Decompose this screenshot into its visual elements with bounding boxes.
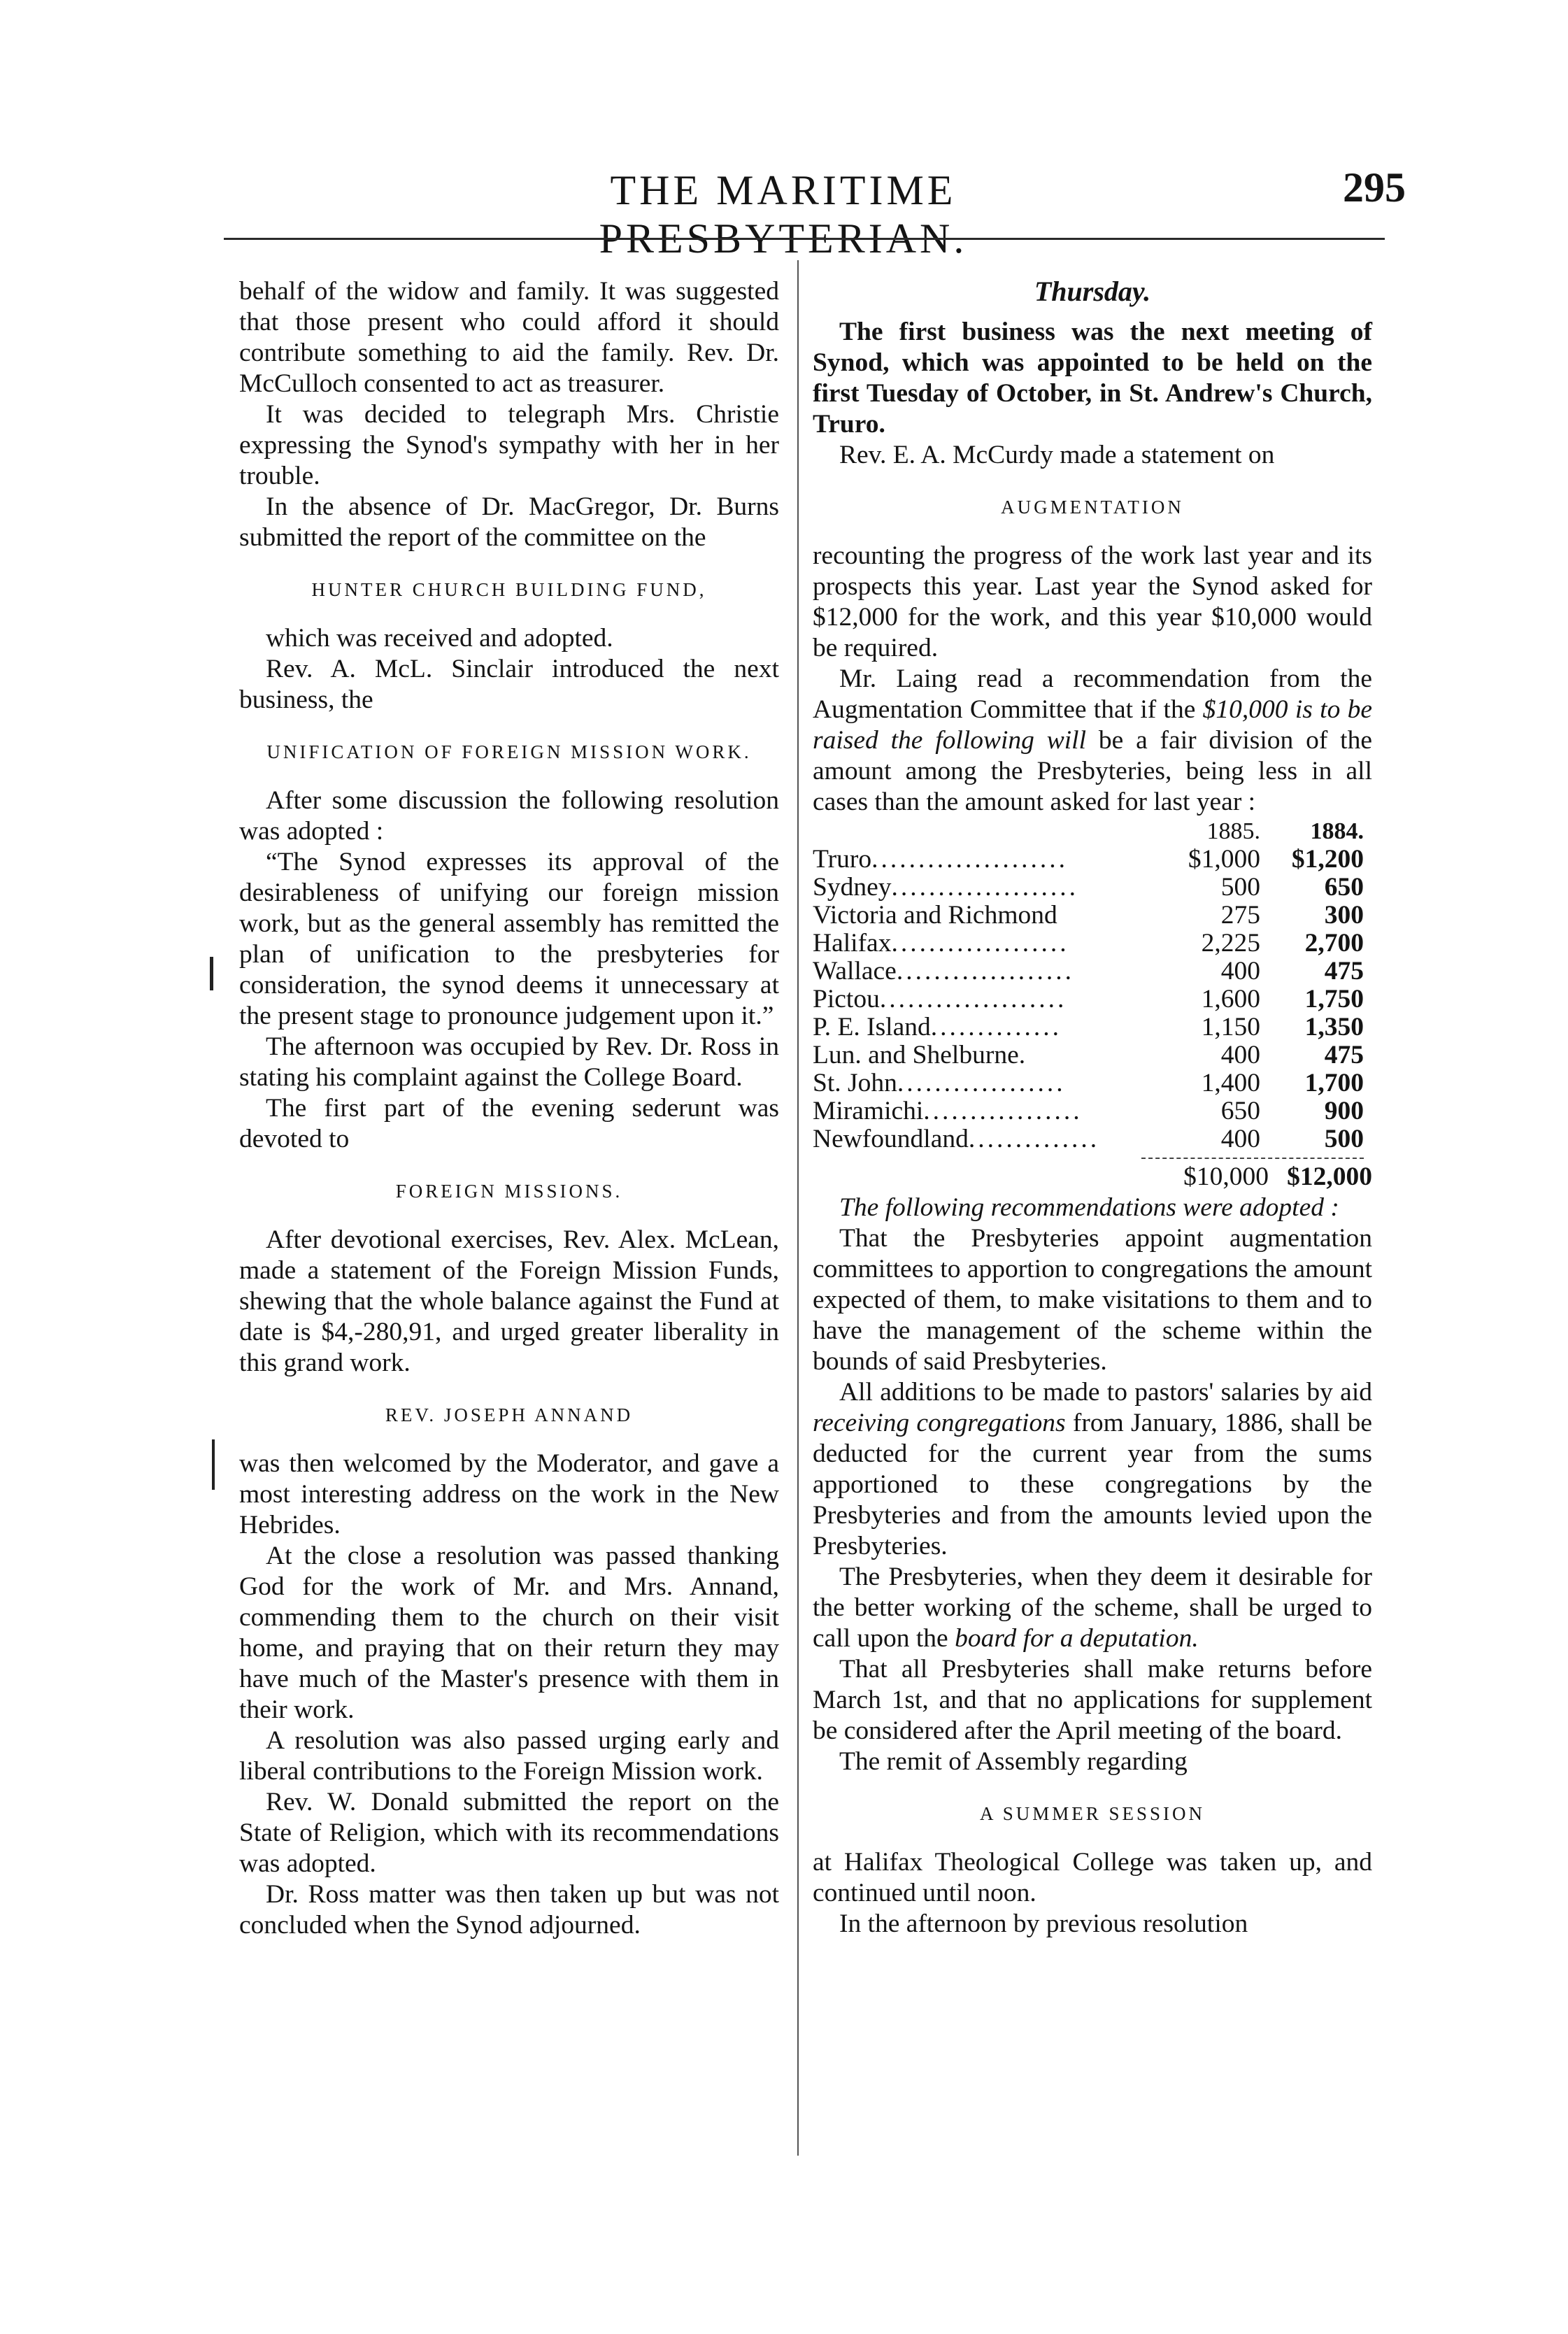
table-body <box>813 846 1364 1153</box>
paragraph <box>813 664 1372 818</box>
paragraph: At the close a resolution was passed thanking God for the work of Mr. and Mrs. Annand, commending them to the church on their visit home, and praying that on their return they may have much of the Master's presence with them in their work. <box>239 1542 779 1724</box>
page-number: 295 <box>1343 164 1406 211</box>
leader-dots: .............. <box>968 1125 1100 1153</box>
paragraph: recounting the progress of the work last year and its prospects this year. Last year the Synod asked for $12,000 for the work, and this year $10,000 would be required. <box>813 541 1372 662</box>
paragraph: at Halifax Theological College was taken up, and continued until noon. <box>813 1848 1372 1907</box>
table-cell-1884: 1,700 <box>1304 1069 1364 1097</box>
paragraph: A resolution was also passed urging early and liberal contributions to the Foreign Mission work. <box>239 1726 779 1786</box>
table-cell-presbytery: P. E. Island.............. <box>813 1013 1062 1041</box>
table-cell-1885: 500 <box>1220 873 1260 902</box>
section-heading: AUGMENTATION <box>1001 497 1184 518</box>
paragraph: Rev. W. Donald submitted the report on the State of Religion, which with its recommendations was adopted. <box>239 1788 779 1878</box>
table-cell-1885: 1,400 <box>1201 1069 1260 1097</box>
paragraph: In the absence of Dr. MacGregor, Dr. Burns submitted the report of the committee on the <box>239 492 779 552</box>
paragraph <box>813 1562 1372 1654</box>
paragraph: After devotional exercises, Rev. Alex. McLean, made a statement of the Foreign Mission Funds, shewing that the whole balance against the Fund at date is $4,-280,91, and urged greater liberality in this grand work. <box>239 1225 779 1377</box>
resolution-quote: “The Synod expresses its approval of the desirableness of unifying our foreign mission work, but as the general assembly has remitted the plan of unification to the presbyteries for consideration, the synod deems it unnecessary at the present stage to pronounce judgement upon it.” <box>239 848 779 1030</box>
table-cell-presbytery: Wallace................... <box>813 958 1074 985</box>
leader-dots: ..................... <box>871 846 1068 874</box>
table-row <box>813 985 1364 1013</box>
table-cell-1884: 475 <box>1324 957 1364 985</box>
table-cell-presbytery: Pictou.................... <box>813 985 1067 1013</box>
table-row <box>813 1125 1364 1153</box>
paragraph: Rev. A. McL. Sinclair introduced the next business, the <box>239 655 779 714</box>
leader-dots: .............. <box>930 1013 1062 1041</box>
table-cell-1884: 900 <box>1324 1097 1364 1125</box>
paragraph: That all Presbyteries shall make returns before March 1st, and that no applications for supplement be considered after the April meeting of the board. <box>813 1655 1372 1745</box>
table-cell-1885: $1,000 <box>1188 845 1260 874</box>
paragraph: The following recommendations were adopted : <box>839 1193 1339 1222</box>
paragraph: was then welcomed by the Moderator, and gave a most interesting address on the work in the New Hebrides. <box>239 1449 779 1539</box>
table-row <box>813 846 1364 874</box>
left-column <box>239 276 779 1941</box>
table-header-row <box>813 818 1364 846</box>
table-cell-1884: 475 <box>1324 1041 1364 1069</box>
text-run: from January, 1886, shall be deducted for the current year from the sums apportioned to these congregations by the Presbyteries and from the amounts levied upon the Presbyteries. <box>813 1409 1372 1560</box>
column-divider <box>797 260 799 2156</box>
header-rule <box>224 238 1385 240</box>
text-run: $10,000 is to be raised the following will <box>813 695 1373 755</box>
section-heading: FOREIGN MISSIONS. <box>395 1181 623 1202</box>
table-cell-presbytery: Halifax................... <box>813 930 1069 958</box>
leader-dots: .................. <box>897 1069 1066 1097</box>
leader-dots: .................... <box>879 985 1067 1013</box>
leader-dots: ................... <box>896 958 1074 985</box>
table-cell-1884: 1,750 <box>1304 985 1364 1013</box>
paragraph: The first business was the next meeting of Synod, which was appointed to be held on the first Tuesday of October, in St. Andrew's Church, Truro. <box>813 318 1372 439</box>
text-run: receiving congregations <box>813 1409 1066 1437</box>
table-cell-1884: 650 <box>1324 873 1364 902</box>
right-column <box>813 276 1372 1940</box>
table-row <box>813 1013 1364 1041</box>
page-title: THE MARITIME PRESBYTERIAN. <box>599 167 968 262</box>
total-rule <box>1141 1158 1364 1159</box>
table-cell-presbytery: Miramichi................. <box>813 1097 1083 1125</box>
table-cell-1885: 400 <box>1220 1125 1260 1153</box>
table-cell-1885: 1,600 <box>1201 985 1260 1013</box>
text-run: board for a deputation. <box>955 1624 1199 1653</box>
leader-dots: ................... <box>891 930 1069 958</box>
table-cell-1885: 2,225 <box>1201 929 1260 958</box>
table-cell-presbytery: Victoria and Richmond <box>813 902 1057 930</box>
table-cell-1884: 300 <box>1324 901 1364 930</box>
section-heading: HUNTER CHURCH BUILDING FUND, <box>311 579 707 600</box>
text-run: The Presbyteries, when they deem it desirable for the better working of the scheme, shall be urged to call upon the <box>813 1563 1372 1653</box>
table-cell-presbytery: Lun. and Shelburne. <box>813 1041 1026 1069</box>
table-cell-1885: 275 <box>1220 901 1260 930</box>
table-row <box>813 958 1364 985</box>
table-cell-presbytery: Truro..................... <box>813 846 1068 874</box>
text-run: be a fair division of the amount among the Presbyteries, being less in all cases than the amount asked for last year : <box>813 726 1372 816</box>
paragraph <box>813 1377 1372 1562</box>
table-cell-presbytery: St. John.................. <box>813 1069 1066 1097</box>
table-cell-1885: 400 <box>1220 1041 1260 1069</box>
day-heading: Thursday. <box>1034 276 1151 307</box>
paragraph: That the Presbyteries appoint augmentation committees to apportion to congregations the amount expected of them, to make visitations to them and to have the management of the scheme within the bounds of said Presbyteries. <box>813 1224 1372 1376</box>
table-cell-presbytery: Sydney.................... <box>813 874 1078 902</box>
table-row <box>813 1069 1364 1097</box>
table-cell-1885: 400 <box>1220 957 1260 985</box>
table-cell-1885: 1,150 <box>1201 1013 1260 1041</box>
text-run: Mr. Laing read a recommendation from the Augmentation Committee that if the <box>813 664 1372 724</box>
paragraph: After some discussion the following resolution was adopted : <box>239 786 779 846</box>
section-heading: A SUMMER SESSION <box>979 1803 1206 1824</box>
table-total-row <box>813 1162 1372 1193</box>
leader-dots: .................... <box>891 874 1078 902</box>
table-cell-1885: 650 <box>1220 1097 1260 1125</box>
augmentation-table <box>813 818 1364 1153</box>
total-1885: $10,000 <box>1183 1162 1269 1191</box>
margin-mark <box>212 1439 215 1490</box>
table-cell-1884: 2,700 <box>1304 929 1364 958</box>
paragraph: The first part of the evening sederunt was devoted to <box>239 1094 779 1153</box>
table-cell-presbytery: Newfoundland.............. <box>813 1125 1100 1153</box>
margin-mark <box>210 957 213 990</box>
section-heading: REV. JOSEPH ANNAND <box>385 1404 634 1425</box>
table-cell-1884: 500 <box>1324 1125 1364 1153</box>
leader-dots: ................. <box>923 1097 1083 1125</box>
paragraph: Dr. Ross matter was then taken up but was not concluded when the Synod adjourned. <box>239 1880 779 1940</box>
paragraph: behalf of the widow and family. It was suggested that those present who could afford it should contribute something to aid the family. Rev. Dr. McCulloch consented to act as treasurer. <box>239 277 779 398</box>
paragraph: The afternoon was occupied by Rev. Dr. Ross in stating his complaint against the College Board. <box>239 1032 779 1092</box>
paragraph: which was received and adopted. <box>266 624 613 653</box>
table-row <box>813 930 1364 958</box>
paragraph: Rev. E. A. McCurdy made a statement on <box>839 441 1275 469</box>
table-row <box>813 902 1364 930</box>
table-header-cell: 1884. <box>1310 818 1364 844</box>
total-1884: $12,000 <box>1287 1162 1372 1191</box>
table-row <box>813 874 1364 902</box>
table-row <box>813 1097 1364 1125</box>
section-heading: UNIFICATION OF FOREIGN MISSION WORK. <box>266 741 752 762</box>
table-row <box>813 1041 1364 1069</box>
paragraph: The remit of Assembly regarding <box>839 1747 1188 1776</box>
table-header-cell: 1885. <box>1206 818 1260 844</box>
table-cell-1884: 1,350 <box>1304 1013 1364 1041</box>
text-run: All additions to be made to pastors' salaries by aid <box>839 1378 1372 1407</box>
paragraph: It was decided to telegraph Mrs. Christie expressing the Synod's sympathy with her in her trouble. <box>239 400 779 490</box>
paragraph: In the afternoon by previous resolution <box>839 1909 1248 1938</box>
table-cell-1884: $1,200 <box>1291 845 1364 874</box>
table-header-cell <box>813 818 1162 846</box>
